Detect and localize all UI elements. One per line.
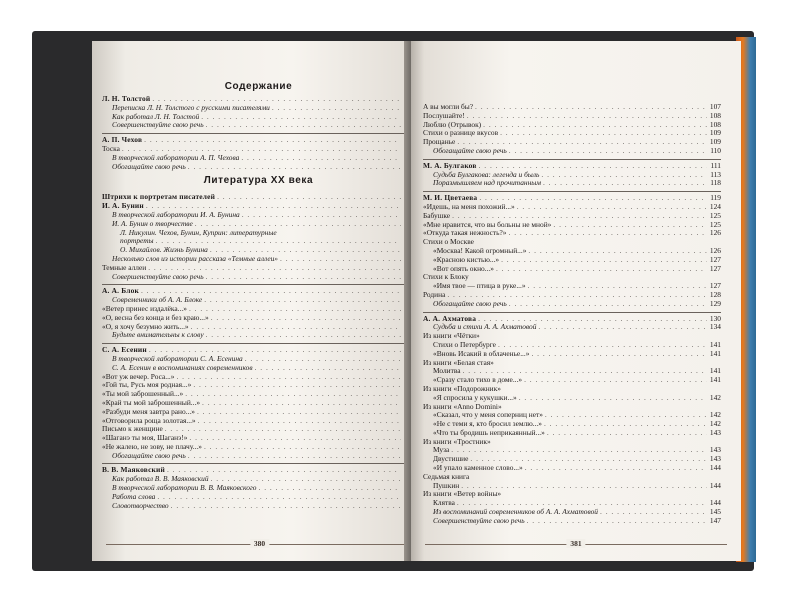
section-divider bbox=[102, 133, 415, 134]
toc-left-top bbox=[102, 95, 415, 171]
toc-page-number: 127 bbox=[709, 254, 721, 264]
toc-entry-title: Из воспоминаний современников об А. А. Ахматовой bbox=[433, 507, 599, 517]
left-page bbox=[92, 41, 427, 561]
toc-page-number: 125 bbox=[709, 219, 721, 229]
toc-entry-title: «Красною кистью...» bbox=[433, 254, 500, 264]
section-divider bbox=[102, 343, 415, 344]
toc-entry-title: «Идешь, на меня похожий...» bbox=[423, 201, 515, 211]
toc-entry-row bbox=[423, 179, 721, 188]
toc-entry-title: Темные аллеи bbox=[102, 262, 147, 272]
leader-dots bbox=[519, 394, 707, 403]
toc-entry-title: «Что ты бродишь неприкаянный...» bbox=[433, 427, 545, 437]
leader-dots bbox=[193, 381, 401, 390]
toc-entry-title: Переписка Л. Н. Толстого с русскими писателями bbox=[112, 102, 270, 112]
leader-dots bbox=[188, 163, 401, 172]
leader-dots bbox=[524, 376, 707, 385]
toc-entry-title: «Сразу стало тихо в доме...» bbox=[433, 375, 523, 385]
toc-page-number: 142 bbox=[709, 419, 721, 429]
toc-entry-title: В творческой лаборатории В. В. Маяковского bbox=[112, 483, 257, 493]
toc-entry-title: Обогащайте свою речь bbox=[433, 298, 507, 308]
toc-entry-title: М. И. Цветаева bbox=[423, 193, 478, 203]
toc-entry-title: «Отговорила роща золотая...» bbox=[102, 415, 196, 425]
leader-dots bbox=[545, 411, 707, 420]
toc-entry-title: портреты bbox=[120, 236, 154, 246]
toc-entry-row bbox=[423, 473, 721, 482]
toc-entry-title: Седьмая книга bbox=[423, 471, 470, 481]
toc-entry-title: Тоска bbox=[102, 143, 120, 153]
toc-entry-title: Поразмышляем над прочитанным bbox=[433, 178, 541, 188]
toc-page-number: 145 bbox=[709, 507, 721, 517]
toc-entry-row bbox=[423, 203, 721, 212]
toc-entry-title: Л. Никулин. Чехов, Бунин, Куприн: литературные bbox=[120, 227, 277, 237]
leader-dots bbox=[528, 247, 707, 256]
toc-entry-title: Люблю (Отрывок) bbox=[423, 119, 482, 129]
toc-page-number: 126 bbox=[709, 245, 721, 255]
toc-entry-title: Стихи о Москве bbox=[423, 237, 474, 247]
leader-dots bbox=[501, 256, 707, 265]
toc-page-number: 141 bbox=[709, 366, 721, 376]
toc-entry-row bbox=[423, 103, 721, 112]
toc-entry-title: Обогащайте свою речь bbox=[112, 450, 186, 460]
toc-entry-title: Совершенствуйте свою речь bbox=[112, 271, 204, 281]
toc-right-list bbox=[423, 103, 721, 526]
toc-page-number: 142 bbox=[709, 410, 721, 420]
toc-entry-title: «О, я хочу безумно жить...» bbox=[102, 321, 189, 331]
toc-entry-title: «Не с теми я, кто бросил землю...» bbox=[433, 419, 542, 429]
toc-entry-title: «И упало каменное слово...» bbox=[433, 463, 523, 473]
toc-page-number: 107 bbox=[709, 102, 721, 111]
leader-dots bbox=[538, 323, 707, 332]
toc-entry-title: Письмо к женщине bbox=[102, 424, 163, 434]
toc-page-number: 109 bbox=[709, 137, 721, 147]
toc-page-number: 119 bbox=[710, 193, 721, 203]
leader-dots bbox=[517, 203, 707, 212]
right-page bbox=[411, 41, 741, 561]
leader-dots bbox=[528, 282, 707, 291]
toc-entry-title: «О, весна без конца и без краю...» bbox=[102, 312, 209, 322]
leader-dots bbox=[527, 517, 707, 526]
section-divider bbox=[102, 463, 415, 464]
toc-page-number: 141 bbox=[709, 348, 721, 358]
toc-entry-title: Послушайте! bbox=[423, 110, 465, 120]
toc-right bbox=[423, 103, 721, 526]
toc-entry-title: Штрихи к портретам писателей bbox=[102, 192, 216, 202]
toc-author-row bbox=[102, 193, 415, 202]
toc-entry-title: Будьте внимательны к слову bbox=[112, 330, 204, 340]
leader-dots bbox=[191, 323, 401, 332]
toc-entry-title: «Край ты мой заброшенный...» bbox=[102, 397, 201, 407]
leader-dots bbox=[198, 417, 401, 426]
toc-page-number: 141 bbox=[709, 375, 721, 385]
toc-entry-title: «Вновь Исакий в облаченье...» bbox=[433, 348, 530, 358]
toc-page-number: 126 bbox=[709, 228, 721, 238]
toc-page-number: 128 bbox=[709, 289, 721, 299]
toc-entry-title: С. А. Есенин в воспоминаниях современников bbox=[112, 362, 253, 372]
toc-entry-title: И. А. Бунин о творчестве bbox=[112, 218, 193, 228]
leader-dots bbox=[189, 434, 401, 443]
leader-dots bbox=[197, 408, 401, 417]
toc-entry-title: Несколько слов из истории рассказа «Темные аллеи» bbox=[112, 253, 278, 263]
leader-dots bbox=[544, 420, 707, 429]
leader-dots bbox=[467, 112, 707, 121]
toc-page-number: 143 bbox=[709, 427, 721, 437]
toc-entry-title: Молитва bbox=[433, 366, 461, 376]
toc-entry-title: А. А. Ахматова bbox=[423, 313, 477, 323]
toc-entry-title: Как работал Л. Н. Толстой bbox=[112, 111, 200, 121]
leader-dots bbox=[202, 399, 401, 408]
toc-entry-title: Стихи к Блоку bbox=[423, 272, 469, 282]
toc-entry-title: И. А. Бунин bbox=[102, 201, 144, 211]
section-divider bbox=[102, 284, 415, 285]
toc-entry-title: Бабушке bbox=[423, 210, 451, 220]
toc-page-number: 142 bbox=[709, 392, 721, 402]
toc-entry-title: Двустишие bbox=[433, 454, 469, 464]
toc-page-number: 109 bbox=[709, 128, 721, 138]
toc-entry-title: «Я спросила у кукушки...» bbox=[433, 392, 517, 402]
toc-entry-row bbox=[423, 282, 721, 291]
toc-entry-row bbox=[102, 502, 415, 511]
toc-page-number: 127 bbox=[709, 281, 721, 291]
leader-dots bbox=[259, 484, 402, 493]
toc-entry-title: Из книги «Ветер войны» bbox=[423, 489, 502, 499]
toc-entry-title: Пушкин bbox=[433, 480, 460, 490]
toc-entry-title: «Вот опять окно...» bbox=[433, 263, 494, 273]
toc-entry-title: В творческой лаборатории А. П. Чехова bbox=[112, 152, 240, 162]
leader-dots bbox=[483, 121, 707, 130]
toc-entry-title: Из книги «Белая стая» bbox=[423, 357, 494, 367]
toc-page-number: 108 bbox=[709, 110, 721, 120]
leader-dots bbox=[206, 331, 401, 340]
toc-entry-title: Родина bbox=[423, 289, 446, 299]
leader-dots bbox=[543, 179, 707, 188]
leader-dots bbox=[451, 446, 707, 455]
toc-entry-title: «Имя твое — птица в руке...» bbox=[433, 281, 526, 291]
toc-page-number: 111 bbox=[710, 160, 721, 170]
leader-dots bbox=[185, 390, 401, 399]
toc-entry-title: Из книги «Чётки» bbox=[423, 331, 480, 341]
toc-page-number: 141 bbox=[709, 339, 721, 349]
toc-entry-row bbox=[423, 129, 721, 138]
leader-dots bbox=[531, 350, 707, 359]
leader-dots bbox=[157, 493, 401, 502]
toc-page-number: 134 bbox=[709, 322, 721, 332]
leader-dots bbox=[553, 221, 707, 230]
toc-entry-row bbox=[102, 452, 415, 461]
leader-dots bbox=[206, 121, 401, 130]
toc-entry-title: С. А. Есенин bbox=[102, 345, 147, 355]
toc-entry-title: Как работал В. В. Маяковский bbox=[112, 474, 209, 484]
toc-entry-row bbox=[423, 517, 721, 526]
toc-entry-title: Муза bbox=[433, 445, 450, 455]
leader-dots bbox=[509, 300, 707, 309]
leader-dots bbox=[509, 229, 707, 238]
open-book bbox=[32, 31, 754, 571]
toc-page-number: 130 bbox=[709, 313, 721, 323]
toc-page-number: 113 bbox=[710, 169, 721, 179]
toc-entry-title: Современники об А. А. Блоке bbox=[112, 295, 203, 305]
toc-page-number: 144 bbox=[709, 463, 721, 473]
leader-dots bbox=[204, 296, 401, 305]
leader-dots bbox=[144, 136, 401, 145]
leader-dots bbox=[500, 129, 707, 138]
toc-page-number: 143 bbox=[709, 454, 721, 464]
leader-dots bbox=[272, 104, 401, 113]
toc-left-bottom bbox=[102, 193, 415, 510]
toc-entry-row bbox=[102, 273, 415, 282]
toc-left bbox=[102, 83, 415, 510]
toc-entry-title: Судьба и стихи А. А. Ахматовой bbox=[433, 322, 537, 332]
toc-entry-title: «Сказал, что у меня соперниц нет» bbox=[433, 410, 543, 420]
toc-entry-row bbox=[102, 255, 415, 264]
leader-dots bbox=[204, 443, 401, 452]
toc-entry-row bbox=[423, 490, 721, 499]
leader-dots bbox=[201, 113, 401, 122]
leader-dots bbox=[280, 255, 401, 264]
leader-dots bbox=[475, 103, 707, 112]
toc-entry-title: Совершенствуйте свою речь bbox=[433, 515, 525, 525]
toc-entry-title: В творческой лаборатории И. А. Бунина bbox=[112, 209, 240, 219]
leader-dots bbox=[242, 211, 401, 220]
toc-entry-title: В. В. Маяковский bbox=[102, 465, 165, 475]
leader-dots bbox=[255, 364, 401, 373]
leader-dots bbox=[171, 502, 401, 511]
toc-entry-title: Обогащайте свою речь bbox=[433, 145, 507, 155]
toc-entry-title: Обогащайте свою речь bbox=[112, 161, 186, 171]
leader-dots bbox=[165, 425, 401, 434]
toc-page-number: 108 bbox=[709, 119, 721, 129]
leader-dots bbox=[189, 305, 401, 314]
toc-entry-title: Стихи о Петербурге bbox=[433, 339, 496, 349]
toc-author-row bbox=[102, 136, 415, 145]
toc-entry-title: «Вот уж вечер. Роса...» bbox=[102, 371, 175, 381]
leader-dots bbox=[211, 314, 401, 323]
section-heading: Литература XX века bbox=[203, 175, 314, 187]
toc-entry-row bbox=[102, 331, 415, 340]
toc-entry-title: «Москва! Какой огромный...» bbox=[433, 245, 527, 255]
toc-entry-title: «Шаганэ ты моя, Шаганэ!» bbox=[102, 433, 188, 443]
toc-entry-row bbox=[423, 300, 721, 309]
toc-entry-title: «Гой ты, Русь моя родная...» bbox=[102, 380, 192, 390]
section-divider bbox=[423, 312, 721, 313]
toc-page-number: 143 bbox=[709, 445, 721, 455]
leader-dots bbox=[600, 508, 707, 517]
toc-page-number: 127 bbox=[709, 263, 721, 273]
toc-page-number: 144 bbox=[709, 480, 721, 490]
toc-entry-title: «Разбуди меня завтра рано...» bbox=[102, 406, 195, 416]
toc-entry-title: «Откуда такая нежность?» bbox=[423, 228, 507, 238]
toc-entry-title: О. Михайлов. Жизнь Бунина bbox=[120, 245, 208, 255]
page-number-left: 380 bbox=[250, 539, 269, 548]
leader-dots bbox=[206, 273, 401, 282]
toc-entry-title: Совершенствуйте свою речь bbox=[112, 120, 204, 130]
toc-entry-title: Клятва bbox=[433, 498, 455, 508]
toc-entry-row bbox=[102, 121, 415, 130]
toc-entry-title: Л. Н. Толстой bbox=[102, 94, 151, 103]
leader-dots bbox=[241, 154, 401, 163]
leader-dots bbox=[217, 193, 401, 202]
toc-entry-title: Стихи о разнице вкусов bbox=[423, 128, 499, 138]
toc-entry-row bbox=[102, 163, 415, 172]
toc-entry-title: «Не жалею, не зову, не плачу...» bbox=[102, 441, 202, 451]
left-page-footer bbox=[106, 539, 413, 549]
leader-dots bbox=[176, 373, 401, 382]
toc-page-number: 118 bbox=[710, 178, 721, 188]
toc-entry-title: Из книги «Тростник» bbox=[423, 436, 491, 446]
toc-heading: Содержание bbox=[224, 81, 293, 92]
toc-entry-title: В творческой лаборатории С. А. Есенина bbox=[112, 353, 243, 363]
toc-entry-title: Словотворчество bbox=[112, 500, 169, 510]
toc-entry-title: Прощанье bbox=[423, 137, 456, 147]
toc-entry-title: «Ветер принес издалёка...» bbox=[102, 303, 187, 313]
leader-dots bbox=[496, 265, 707, 274]
toc-page-number: 124 bbox=[709, 201, 721, 211]
toc-entry-title: Судьба Булгакова: легенда и быль bbox=[433, 169, 540, 179]
toc-page-number: 125 bbox=[709, 210, 721, 220]
toc-entry-title: А вы могли бы? bbox=[423, 102, 474, 111]
leader-dots bbox=[525, 464, 707, 473]
leader-dots bbox=[541, 171, 707, 180]
page-number-right: 381 bbox=[566, 539, 585, 548]
toc-entry-row bbox=[423, 359, 721, 368]
toc-entry-title: Из книги «Подорожник» bbox=[423, 383, 501, 393]
leader-dots bbox=[498, 341, 707, 350]
section-divider bbox=[423, 191, 721, 192]
toc-entry-title: Работа слова bbox=[112, 491, 156, 501]
leader-dots bbox=[245, 355, 401, 364]
toc-page-number: 110 bbox=[710, 145, 721, 155]
right-page-footer bbox=[425, 539, 727, 549]
toc-entry-title: «Мне нравится, что вы больны не мной» bbox=[423, 219, 552, 229]
toc-entry-title: Из книги «Anno Domini» bbox=[423, 401, 502, 411]
toc-entry-row bbox=[423, 147, 721, 156]
toc-page-number: 147 bbox=[709, 515, 721, 525]
toc-entry-title: А. П. Чехов bbox=[102, 135, 143, 145]
toc-entry-title: «Ты мой заброшенный...» bbox=[102, 389, 184, 399]
leader-dots bbox=[188, 452, 401, 461]
toc-entry-title: М. А. Булгаков bbox=[423, 160, 477, 170]
leader-dots bbox=[547, 429, 707, 438]
toc-page-number: 129 bbox=[709, 298, 721, 308]
leader-dots bbox=[509, 147, 707, 156]
section-divider bbox=[423, 159, 721, 160]
toc-entry-row bbox=[423, 438, 721, 447]
toc-entry-title: А. А. Блок bbox=[102, 286, 139, 296]
toc-page-number: 144 bbox=[709, 498, 721, 508]
